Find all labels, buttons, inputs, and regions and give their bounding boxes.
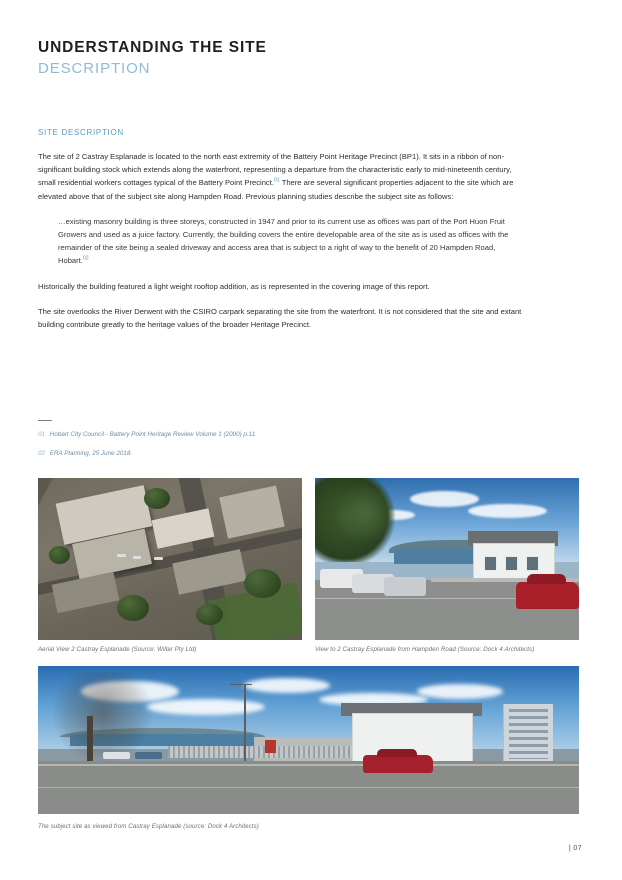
aerial-photo <box>38 478 302 640</box>
street-photo <box>315 478 579 640</box>
section-heading: SITE DESCRIPTION <box>38 128 124 137</box>
body-content <box>38 150 525 343</box>
footnote-text: Hobart City Council - Battery Point Heritage Review Volume 1 (2000) p.11 <box>49 431 256 438</box>
window <box>526 556 539 571</box>
figure-caption-panorama: The subject site as viewed from Castray Esplanade (source: Dock 4 Architects) <box>38 823 259 830</box>
street-photo-art <box>315 478 579 640</box>
bare-tree-canopy <box>49 672 168 764</box>
paragraph-intro <box>38 150 525 203</box>
footnote-number: 01 <box>38 431 46 438</box>
panorama-photo <box>38 666 579 814</box>
window <box>505 556 518 571</box>
footnote-divider <box>38 420 52 421</box>
kerb <box>38 764 579 766</box>
page-subtitle: DESCRIPTION <box>38 60 151 78</box>
figure-castray-panorama <box>38 666 579 814</box>
window <box>484 556 497 571</box>
light-pole-arm <box>230 684 252 685</box>
paragraph-intro-text-a: The site of 2 Castray Esplanade is located to the north east extremity of the Battery Point Heritage Precinct (BP1). It sits in a ribbon of non-significant building stock which extends along the waterfront, representing a departure from the characteristic early to mid-nineteenth century, small residential workers cottages typical of the Battery Point Precinct. <box>38 152 512 188</box>
page-header <box>38 38 578 79</box>
foreground-trees <box>336 481 394 546</box>
block-quote <box>58 215 525 268</box>
figure-hampden-road-view <box>315 478 579 640</box>
aerial-tree <box>244 569 281 598</box>
footnote-text: ERA Planning, 25 June 2018. <box>49 450 133 457</box>
apartment-tower <box>503 704 553 763</box>
red-sign <box>265 740 276 753</box>
cloud <box>410 491 479 507</box>
red-car <box>516 582 579 610</box>
footnote-item <box>38 429 518 441</box>
light-pole <box>244 684 247 764</box>
footnotes-block <box>38 420 518 467</box>
parked-car <box>103 752 130 759</box>
aerial-building-roof <box>219 485 285 538</box>
aerial-tree <box>144 488 170 509</box>
site-fence <box>168 746 352 758</box>
figure-aerial-view <box>38 478 302 640</box>
paragraph-outlook: The site overlooks the River Derwent with the CSIRO carpark separating the site from the waterfront. It is not considered that the site and extant building contribute greatly to the heritage values of the broader Heritage Precinct. <box>38 306 522 330</box>
aerial-tree <box>117 595 149 621</box>
cloud <box>417 684 504 699</box>
road-marking <box>38 787 579 788</box>
footnote-ref-02: 02 <box>82 255 89 262</box>
cloud <box>244 678 331 693</box>
block-quote-text: …existing masonry building is three storeys, constructed in 1947 and prior to its current use as offices was part of the Port Huon Fruit Growers and used as a juice factory. Currently, the building covers the entire developable area of the site as is used as offices with the remainder of the site being a sealed driveway and access area that is subject to a right of way to the benefit of 20 Hampden Road, Hobart. <box>58 216 509 266</box>
page-title: UNDERSTANDING THE SITE <box>38 39 267 56</box>
red-car <box>363 755 433 773</box>
aerial-car <box>133 556 141 559</box>
paragraph-rooftop: Historically the building featured a light weight rooftop addition, as is represented in the covering image of this report. <box>38 281 430 291</box>
footnote-number: 02 <box>38 450 46 457</box>
aerial-car <box>154 557 162 560</box>
parked-car <box>384 577 426 596</box>
parked-car <box>135 752 162 759</box>
panorama-photo-art <box>38 666 579 814</box>
figure-caption-aerial: Aerial View 2 Castray Esplanade (Source: Willar Pty Ltd) <box>38 646 197 653</box>
footnote-item <box>38 448 518 460</box>
aerial-tree <box>49 546 70 564</box>
aerial-car <box>117 554 125 557</box>
paragraph-intro-text-b: There are several significant properties adjacent to the site which are elevated above that of the subject site along Hampden Road. Previous planning studies describe the subject site as follows: <box>38 178 514 201</box>
figure-caption-hampden: View to 2 Castray Esplanade from Hampden Road (Source: Dock 4 Architects) <box>315 646 535 653</box>
aerial-photo-art <box>38 478 302 640</box>
footnote-ref-01: 01 <box>273 177 280 184</box>
page-number: | 07 <box>568 845 582 852</box>
